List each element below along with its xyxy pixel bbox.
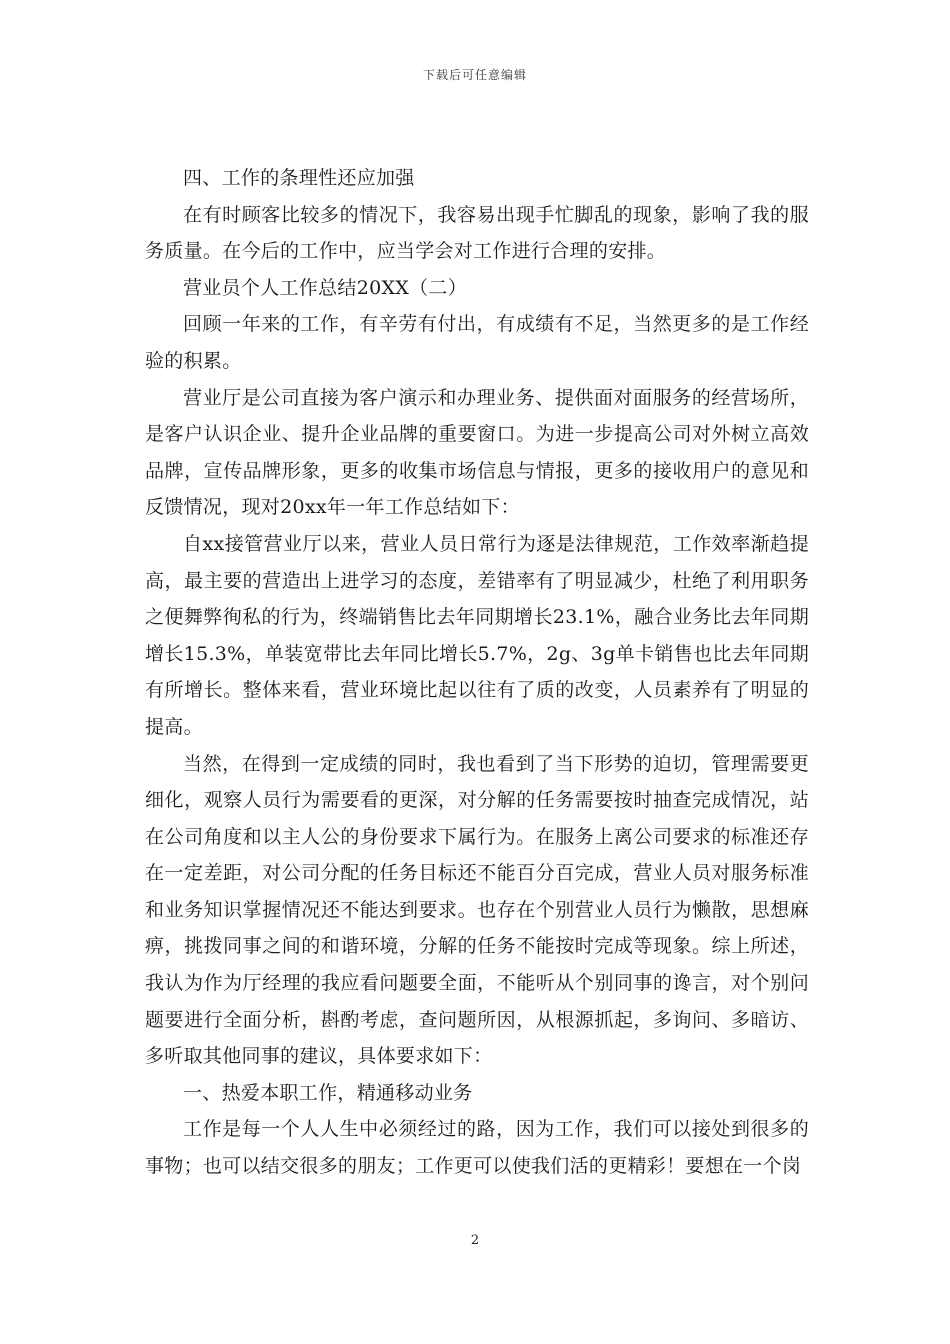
body-paragraph: 回顾一年来的工作，有辛劳有付出，有成绩有不足，当然更多的是工作经验的积累。 xyxy=(145,313,809,372)
body-paragraph: 在有时顾客比较多的情况下，我容易出现手忙脚乱的现象，影响了我的服务质量。在今后的工作中，应当学会对工作进行合理的安排。 xyxy=(145,203,809,263)
body-paragraph: 自xx接管营业厅以来，营业人员日常行为逐是法律规范，工作效率渐趋提高，最主要的营造出上进学习的态度，差错率有了明显减少，杜绝了利用职务之便舞弊徇私的行为，终端销售比去年同期增长23.1%，融合业务比去年同期增长15.3%，单装宽带比去年同比增长5.7%，2g、3g单卡销售也比去年同期有所增长。整体来看，营业环境比起以往有了质的改变，人员素养有了明显的提高。 xyxy=(145,532,809,738)
header-note: 下载后可任意编辑 xyxy=(422,68,527,82)
section-heading: 一、热爱本职工作，精通移动业务 xyxy=(183,1081,473,1104)
body-paragraph: 当然，在得到一定成绩的同时，我也看到了当下形势的迫切，管理需要更细化，观察人员行为需要看的更深，对分解的任务需要按时抽查完成情况，站在公司角度和以主人公的身份要求下属行为。在服务上离公司要求的标准还存在一定差距，对公司分配的任务目标还不能百分百完成，营业人员对服务标准和业务知识掌握情况还不能达到要求。也存在个别营业人员行为懒散，思想麻痹，挑拨同事之间的和谐环境，分解的任务不能按时完成等现象。综上所述，我认为作为厅经理的我应看问题要全面，不能听从个别同事的谗言，对个别问题要进行全面分析，斟酌考虑，查问题所因，从根源抓起，多询问、多暗访、多听取其他同事的建议，具体要求如下： xyxy=(145,752,809,1068)
document-body xyxy=(145,160,809,1185)
body-paragraph: 工作是每一个人人生中必须经过的路，因为工作，我们可以接处到很多的事物；也可以结交很多的朋友；工作更可以使我们活的更精彩！要想在一个岗 xyxy=(145,1118,809,1178)
body-paragraph: 营业厅是公司直接为客户演示和办理业务、提供面对面服务的经营场所，是客户认识企业、提升企业品牌的重要窗口。为进一步提高公司对外树立高效品牌，宣传品牌形象，更多的收集市场信息与情报，更多的接收用户的意见和反馈情况，现对20xx年一年工作总结如下： xyxy=(145,386,809,519)
page-number: 2 xyxy=(470,1233,480,1248)
section-heading: 营业员个人工作总结20XX（二） xyxy=(183,276,468,299)
section-heading: 四、工作的条理性还应加强 xyxy=(183,167,415,189)
